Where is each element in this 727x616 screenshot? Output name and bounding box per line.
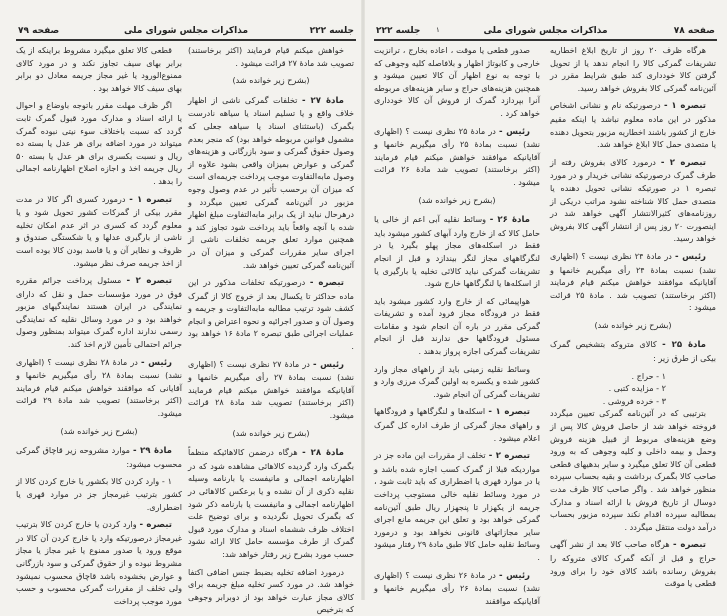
paragraph-text: در مادهٔ ۲۶ نظری نیست ؟ (اظهاری نشد) نسبت بمادهٔ ۲۶ رأی میگیریم خانمها و آقایانیکه موافقند <box>374 569 541 606</box>
text-column-left <box>16 44 183 606</box>
text-column-right <box>550 44 716 596</box>
reading-note: (بشرح زیر خوانده شد) <box>232 427 310 438</box>
article-paragraph <box>550 250 716 314</box>
article-paragraph <box>550 338 716 364</box>
paragraph-text: اگر ظرف مهلت مقرر باتوجه باوضاع و احوال یا ارائه اسناد و مدارک مورد قبول گمرک ثابت گردد که نسبت باختلاف سوء نیتی نبوده گمرک میتواند در مورد اضافه برای هر عدل یا بسته ده ریال و نسبت بکسری برای هر عدل یا بسته ۵۰ ریال جریمه اخذ و اجازه اصلاح اظهارنامه اجمالی را بدهد . <box>16 100 182 186</box>
paragraph-lead: مادهٔ ۲۸ - <box>302 448 344 459</box>
paragraph-text: وسائط نقلیه آبی اعم از خالی یا حامل کالا که از خارج وارد آبهای کشور میشود باید فقط در اسکله‌های مجاز پهلو بگیرد یا در لنگرگاههای مجاز لنگر بیندازد و قبل از انجام تشریفات گمرکی نباید کالائی تخلیه یا بارگیری یا از اسکله‌ها یا لنگرگاهها خارج شود. <box>374 214 540 289</box>
paragraph-text: هرگاه ظرف ۲۰ روز از تاریخ ابلاغ اخطاریه تشریفات گمرکی کالا را انجام ندهد یا از تحویل گرفتن کالا خودداری کند طبق شرایط مقرر در آئین‌نامه گمرکی کالا بفروش خواهد رسید. <box>550 45 716 93</box>
paragraph-text: درصورتیکه تخلفات مذکور در این ماده حداکثر تا یکسال بعد از خروج کالا از گمرک کشف شود ترتیب مطالبه مابه‌التفاوت و جریمه و وصول آن و صدور اجرائیه و نحوه اعتراض و انجام عملیات اجرائی طبق تبصره ۲ مادهٔ ۱۶ خواهد بود . <box>188 277 355 352</box>
article-paragraph <box>374 213 540 290</box>
paragraph-text: درصورتیکه نام و نشانی اشخاص مذکور در این ماده معلوم نباشد یا اینکه مقیم خارج از کشور باشند اخطاریه مزبور بتحویل دهنده یا متصدی حمل کالا ابلاغ خواهد شد. <box>550 100 716 150</box>
paragraph <box>188 44 354 69</box>
article-paragraph <box>188 446 354 560</box>
paragraph-text: خواهش میکنم قیام فرمایند (اکثر برخاستند) تصویب شد مادهٔ ۲۷ قرائت میشود . <box>188 45 354 68</box>
list-item: ۱ - حراج . <box>631 370 666 381</box>
paragraph-text: تخلف از مقررات این ماده جز در مواردیکه قبلا از گمرک کسب اجازه شده باشد و یا در موارد قهری یا اضطراری که باید ثابت شود ، در مورد وسائط نقلیه خالی مستوجب پرداخت جریمه از یکهزار تا پنجهزار ریال طبق آئین‌نامه گمرکی خواهد بود و تعلق این جریمه مانع اجرای سایر مجازاتهای قانونی نخواهد بود و درمورد وسائط نقلیه حامل کالا طبق مادهٔ ۲۹ رفتار میشود . <box>374 450 540 562</box>
paragraph-text: درمورد اضافه تخلیه بضبط جنس اضافی اکتفا خواهد شد. در مورد کسر تخلیه مبلغ جریمه برای کالای مجاز عبارت خواهد بود از دوبرابر وجوهی که بترخیص <box>188 566 354 615</box>
article-paragraph <box>16 274 182 351</box>
paragraph <box>550 44 716 94</box>
paragraph-lead: مادهٔ ۲۶ - <box>489 215 530 226</box>
article-paragraph <box>188 94 354 271</box>
paragraph-text: درمورد کسری اگر کالا در مدت مقرر بیکی از گمرکات کشور تحویل شود و یا معلوم گردد که کسری در اثر عدم امکان تخلیه ناشی از بارگیری عدلها و یا شکستگی صندوق و ظروف و نظایر آن و یا فاسد بودن کالا بوده است از اخذ جریمه صرف نظر میشود. <box>16 193 182 268</box>
article-paragraph <box>16 356 182 420</box>
reading-note: (بشرح زیر خوانده شد) <box>60 425 138 436</box>
paragraph-text: در مادهٔ ۲۷ نظری نیست ؟ (اظهاری نشد) نسبت بمادهٔ ۲۷ رأی میگیریم خانمها و آقایانیکه موافقند خواهش میکنم قیام فرمایند (اکثر برخاستند) تصویب شد مادهٔ ۲۸ قرائت میشود. <box>188 358 355 421</box>
reading-note: (بشرح زیر خوانده شد) <box>418 194 496 205</box>
paragraph-text: در مادهٔ ۲۸ نظری نیست ؟ (اظهاری نشد) نسبت بمادهٔ ۲۸ رأی میگیریم خانمها و آقایانی که موافقند خواهش میکنم قیام فرمایند (اکثر برخاستند) تصویب شد مادهٔ ۲۹ قرائت میشود. <box>16 356 183 419</box>
paragraph-text: موارد مشروحه زیر قاچاق گمرکی محسوب میشود: <box>16 445 182 469</box>
paragraph-lead: مادهٔ ۲۵ - <box>662 340 706 351</box>
list-item: ۳ - خرده فروشی . <box>602 395 666 406</box>
article-paragraph <box>16 193 182 270</box>
session-number: جلسه ۲۲۲ <box>309 26 354 36</box>
paragraph-text: هرگاه صاحب کالا بعد از نشر آگهی حراج و قبل از آنکه گمرک کالای متروکه را بفروش رسانده باشد کالای خود را برای ورود قطعی یا موقت <box>550 539 716 589</box>
page-79 <box>0 0 363 615</box>
reading-note: (بشرح زیر خوانده شد) <box>594 319 672 330</box>
publication-title: مذاکرات مجلس شورای ملی <box>483 26 608 36</box>
paragraph <box>16 99 182 187</box>
paragraph-lead: رئیس - <box>313 359 345 370</box>
paragraph-text: کالای متروکه بتشخیص گمرک بیکی از طرق زیر : <box>550 339 716 364</box>
paragraph-text: قطعی کالا تعلق میگیرد مشروط براینکه از یک برابر بهای سیف تجاوز نکند و در مورد کالای ممنوع‌الورود یا غیر مجاز جریمه معادل دو برابر بهای سیف کالا خواهد بود . <box>16 45 182 93</box>
text-column-left <box>374 44 541 606</box>
paragraph-lead: تبصره ۲ - <box>126 276 172 287</box>
article-paragraph <box>550 99 716 150</box>
paragraph <box>550 407 716 533</box>
reading-note: (بشرح زیر خوانده شد) <box>232 75 310 86</box>
session-number: جلسه ۲۲۲ <box>376 26 421 36</box>
paragraph-lead: تبصره ۱ - <box>488 407 531 418</box>
page-header <box>16 27 356 41</box>
page-number: صفحه ۷۹ <box>18 26 60 36</box>
paragraph-lead: تبصره ۱ - <box>129 194 173 205</box>
article-paragraph <box>550 538 716 589</box>
paragraph <box>16 44 182 94</box>
paragraph-lead: تبصره ۱ - <box>663 101 707 112</box>
paragraph <box>374 295 540 358</box>
paragraph <box>374 363 540 401</box>
article-paragraph <box>550 156 716 245</box>
paragraph-lead: مادهٔ ۲۹ - <box>133 446 172 457</box>
paragraph-text: درمورد کالای بفروش رفته از طرف گمرک درصورتیکه نشانی خریدار و در مورد تبصره ۱ در صورتیکه نشانی تحویل دهنده یا متصدی حمل کالا شناخته نشود مراتب دریکی از روزنامه‌های کثیرالانتشار آگهی خواهد شد در اینصورت ۲۰ روز پس از انتشار آگهی کالا بفروش خواهد رسید. <box>550 156 717 244</box>
paragraph-text: صدور قطعی یا موقت ، اعاده بخارج ، ترانزیت خارجی و کابوتاژ اظهار و بلافاصله کلیه وجوهی که با توجه به نوع اظهار آن کالا تعیین میشود و همچنین هزینه‌های حراج و سایر هزینه‌های مربوطه آنرا بپردازد گمرک از فروش آن کالا خودداری خواهد کرد . <box>374 45 540 118</box>
paragraph-text: تخلفات گمرکی ناشی از اظهار خلاف واقع و یا تسلیم اسناد یا سیاهه نادرست بگمرک (باستثنای اسناد یا سیاهه جعلی که مشمول قوانین مربوطه خواهد بود) که منجر بعدم وصول حقوق گمرکی و سود بازرگانی و هزینه‌های گمرکی و عوارض بمیزان واقعی بشود علاوه از وصول مابه‌التفاوت موجب پرداخت جریمه‌ای است که میزان آن برحسب تأثیر در عدم وصول وجوه مزبور در آئین‌نامه گمرکی تعیین میگردد و درهرحال نباید از یک برابر مابه‌التفاوت مبلغ اظهار شده با آنچه واقعاً باید پرداخت شود تجاوز کند و همچنین موارد تعلق جریمه تخلفات ناشی از اجرای سایر مقررات گمرکی و میزان آن در آئین‌نامه گمرکی تعیین خواهد شد. <box>188 94 354 270</box>
paragraph-text: بترتیبی که در آئین‌نامه گمرکی تعیین میگردد فروخته خواهد شد از حاصل فروش کالا پس از وضع هزینه‌های مربوط از قبیل هزینه فروش وحمل و بیمه داخلی و کلیه وجوهی که به ورود قطعی آن کالا تعلق میگیرد و سایر بدهیهای قطعی صاحب کالا بگمرک برداشت و بقیه بحساب سپرده منظور خواهد شد . واگر صاحب کالا ظرف مدت دوسال از تاریخ فروش با ارائه اسناد و مدارک بمطالبه سپرده اقدام نکند سپرده مزبور بحساب درآمد دولت منتقل میگردد . <box>550 408 716 532</box>
paragraph-text: در مادهٔ ۲۴ نظری نیست ؟ (اظهاری نشد) نسبت بمادهٔ ۲۴ رأی میگیریم خانمها و آقایانیکه موافقند خواهش میکنم قیام فرمایند (اکثر برخاستند) تصویب شد . مادهٔ ۲۵ قرائت میشود : <box>550 250 717 313</box>
paragraph-lead: رئیس - <box>499 570 531 581</box>
paragraph <box>188 566 354 616</box>
paragraph-lead: تبصره ۲ - <box>660 157 707 168</box>
paragraph-text: مسئول پرداخت جرائم مقرره فوق در مورد مؤسسات حمل و نقل که دارای نمایندگی در ایران هستند نمایندگیهای مزبور خواهند بود و در مورد وسائل نقلیه که نمایندگی رسمی ندارند اداره گمرک میتواند بمنظور وصول جرائم احتمالی تأمین لازم اخذ کند. <box>16 275 182 350</box>
article-paragraph <box>188 358 354 422</box>
publication-title: مذاکرات مجلس شورای ملی <box>123 26 249 36</box>
paragraph-text: در مادهٔ ۲۵ نظری نیست ؟ (اظهاری نشد) نسبت بمادهٔ ۲۵ رأی میگیریم خانمها و آقایانیکه موافقند خواهش میکنم قیام فرمایند (اکثر برخاستند) تصویب شد مادهٔ ۲۶ قرائت میشود . <box>374 125 541 187</box>
article-paragraph <box>16 444 182 470</box>
page-number: صفحه ۷۸ <box>673 26 715 36</box>
article-paragraph <box>374 125 540 189</box>
paragraph-lead: تبصره - <box>309 278 344 289</box>
paragraph-text: وارد کردن یا خارج کردن کالا بترتیب غیرمجاز درصورتیکه وارد یا خارج کردن آن کالا در موقع ورود یا صدور ممنوع یا غیر مجاز یا مجاز مشروط نبوده و از حقوق گمرکی و سود بازرگانی و عوارض بخشوده باشد قاچاق محسوب نمیشود ولی تخلف از مقررات گمرکی محسوب و حسب مورد موجب پرداخت <box>16 519 182 606</box>
list-item: ۲ - مزایده کتبی . <box>608 383 666 394</box>
paragraph <box>16 475 182 513</box>
article-paragraph <box>374 569 540 608</box>
paragraph-lead: تبصره - <box>139 520 173 531</box>
paragraph-lead: رئیس - <box>499 126 531 137</box>
paragraph <box>374 44 540 120</box>
paragraph-lead: مادهٔ ۲۷ - <box>301 95 344 106</box>
footnote-mark: ۱ <box>436 26 440 34</box>
paragraph-lead: تبصره - <box>673 540 707 551</box>
paragraph-text: ۱ - وارد کردن کالا بکشور یا خارج کردن کالا از کشور بترتیب غیرمجاز جز در موارد قهری یا اضطراری. <box>16 476 182 512</box>
article-paragraph <box>374 449 540 563</box>
article-paragraph <box>374 405 540 444</box>
page-header <box>374 27 717 41</box>
text-column-right <box>188 44 355 615</box>
paragraph-text: وسائط نقلیه زمینی باید از راههای مجاز وارد کشور شده و یکسره به اولین گمرک مرزی وارد و تشریفات گمرکی آن انجام شود. <box>374 363 540 399</box>
article-paragraph <box>16 518 182 607</box>
paragraph-lead: تبصره ۲ - <box>488 451 530 462</box>
paragraph-lead: رئیس - <box>675 251 707 262</box>
paragraph-lead: رئیس - <box>141 357 173 368</box>
paragraph-text: هرگاه درضمن کالاهائیکه منظماً بگمرک وارد گردیده کالاهائی مشاهده شود که در اظهارنامه اجمالی و مانیفست یا بارنامه وسیله نقلیه ذکری از آن نشده و یا برعکس کالاهائی در اظهارنامه اجمالی و مانیفست یا بارنامه ذکر شود که بگمرک تحویل نگردیده و برای توضیح علت اختلاف ظرف ششماه اسناد و مدارک مورد قبول گمرک از طرف مؤسسه حامل کالا ارائه نشود حسب مورد بشرح زیر رفتار خواهد شد: <box>188 447 354 559</box>
paragraph-text: اسکله‌ها و لنگرگاهها و فرودگاهها و راههای مجاز گمرکی از طرف اداره کل گمرک اعلام میشود . <box>374 406 540 443</box>
page-78 <box>364 0 727 606</box>
paragraph-text: هواپیمائی که از خارج وارد کشور میشود باید فقط در فرودگاه مجاز فرود آمده و تشریفات گمرکی مقرر در باره آن انجام شود و مقامات مسئول فرودگاهها حق ندارند قبل از انجام تشریفات گمرکی اجازه پرواز بدهند . <box>374 295 540 357</box>
article-paragraph <box>188 276 354 353</box>
